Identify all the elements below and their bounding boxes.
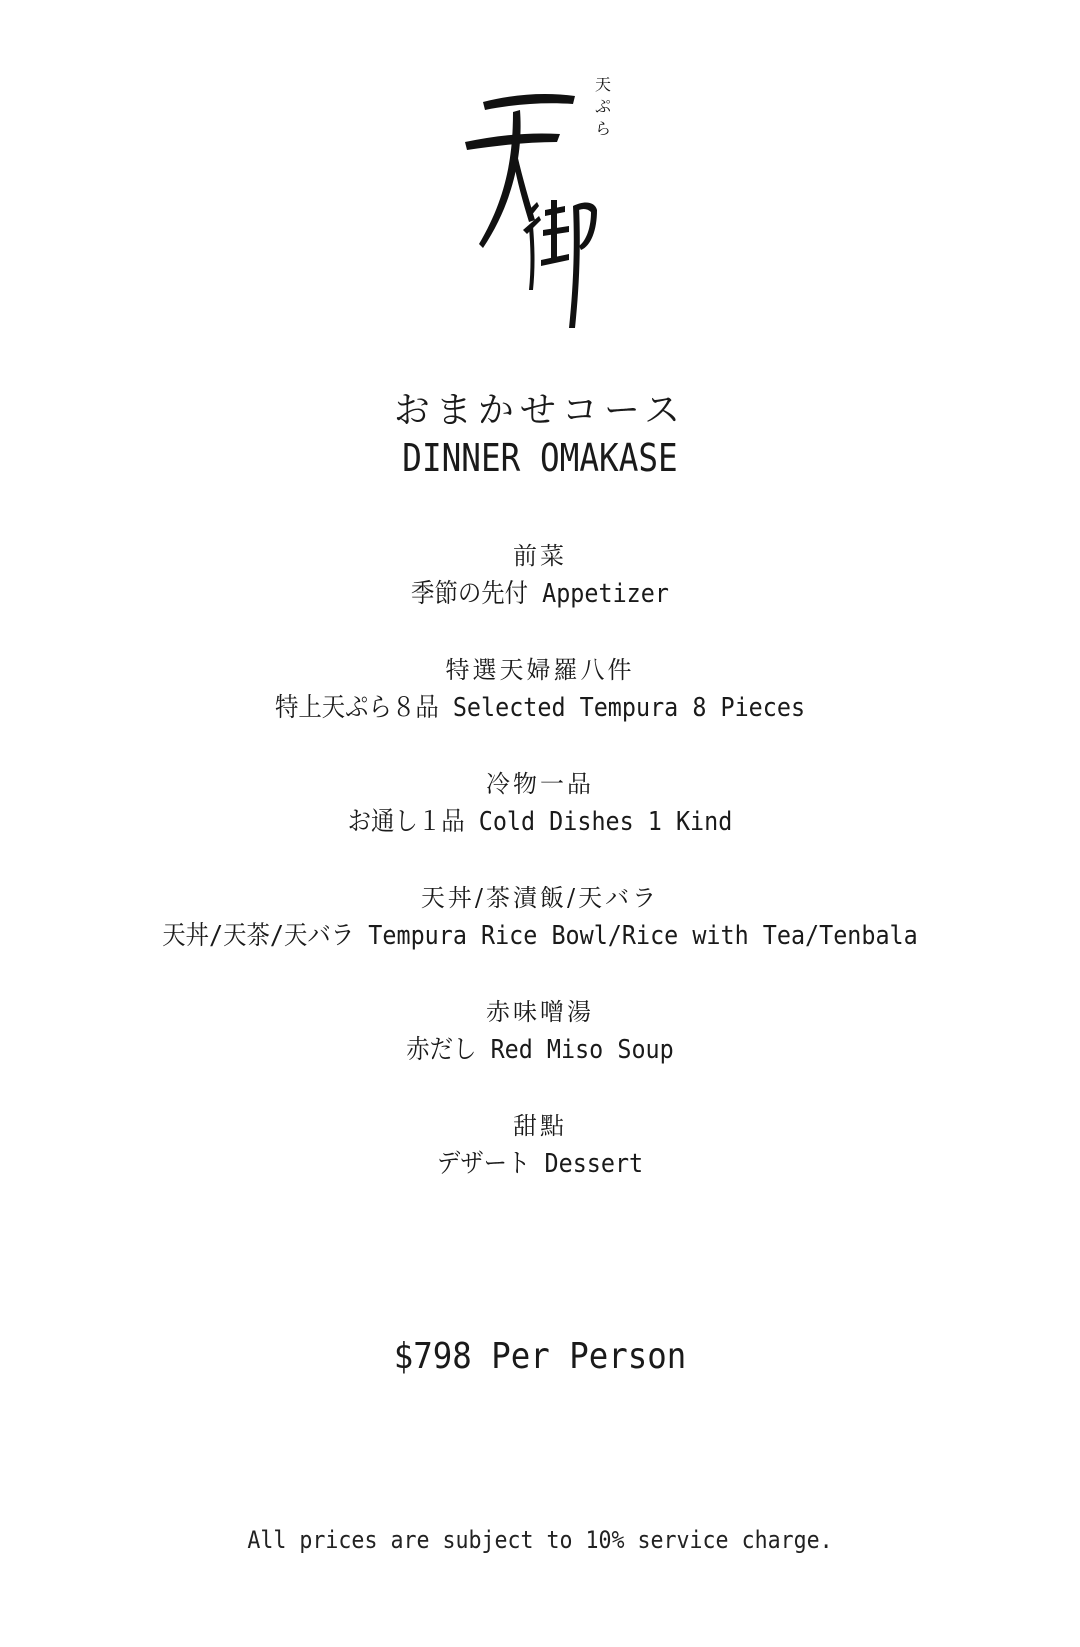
menu-title-english: DINNER OMAKASE (402, 436, 678, 480)
menu-title-japanese: おまかせコース (393, 390, 687, 431)
course-chinese-name: 天丼/茶漬飯/天バラ (420, 884, 660, 912)
service-charge-note: All prices are subject to 10% service charge. (247, 1526, 833, 1554)
course-description: 特上天ぷら８品 Selected Tempura 8 Pieces (274, 693, 806, 723)
calligraphy-logo-icon (465, 70, 625, 330)
course-description: お通し１品 Cold Dishes 1 Kind (347, 807, 733, 837)
course-chinese-name: 甜點 (513, 1112, 567, 1140)
course-item (0, 994, 1080, 1070)
course-item (0, 1108, 1080, 1184)
course-chinese-name: 前菜 (513, 542, 567, 570)
course-chinese-name: 特選天婦羅八件 (445, 656, 635, 684)
price-per-person: $798 Per Person (393, 1336, 687, 1377)
course-description: 赤だし Red Miso Soup (406, 1035, 674, 1065)
restaurant-logo (465, 70, 625, 330)
svg-text:ら: ら (595, 119, 612, 138)
course-description: 天丼/天茶/天バラ Tempura Rice Bowl/Rice with Tea/Tenbala (162, 921, 918, 951)
course-item (0, 538, 1080, 614)
svg-text:ぷ: ぷ (595, 97, 612, 116)
course-item (0, 652, 1080, 728)
course-item (0, 880, 1080, 956)
course-description: デザート Dessert (436, 1149, 644, 1179)
course-chinese-name: 冷物一品 (486, 770, 594, 798)
svg-text:天: 天 (595, 75, 612, 94)
course-item (0, 766, 1080, 842)
course-description: 季節の先付 Appetizer (411, 579, 669, 609)
course-chinese-name: 赤味噌湯 (486, 998, 594, 1026)
